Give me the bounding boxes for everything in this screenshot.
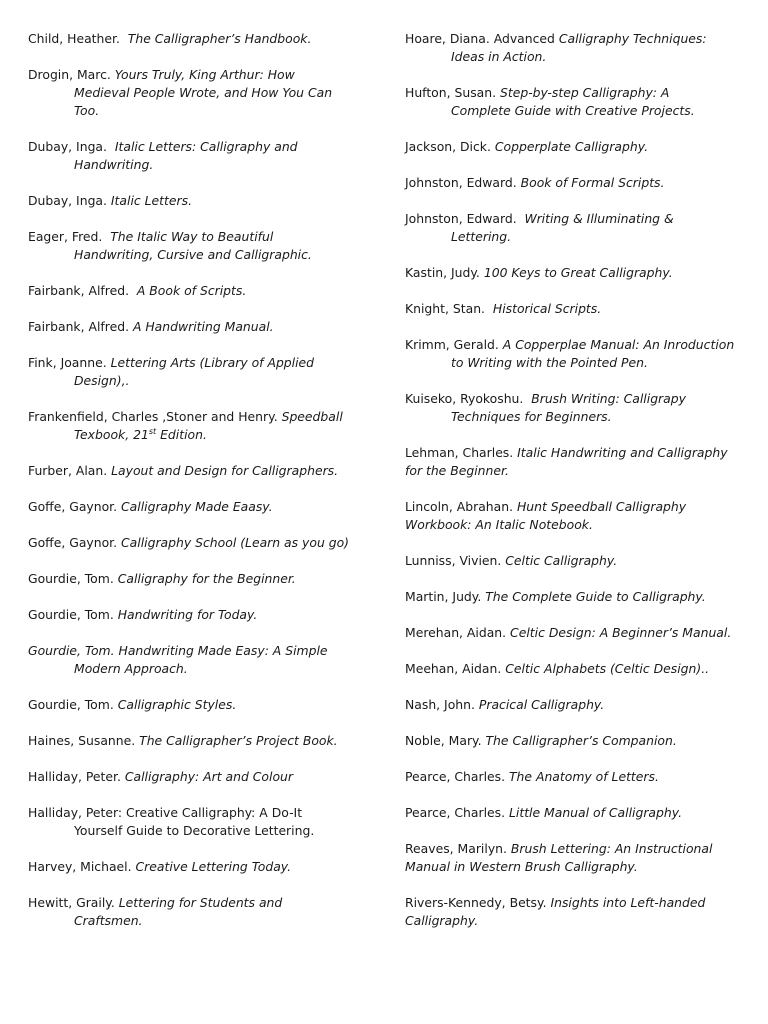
bibliography-entry [405,768,750,786]
entry-line [405,462,750,480]
entry-title: The Complete Guide to Calligraphy. [485,589,706,604]
entry-title: Italic Letters. [110,193,193,208]
bibliography-entry [28,858,373,876]
entry-title: Medieval People Wrote, and How You Can [74,85,333,100]
entry-superscript: st [148,426,157,436]
entry-author: Meehan, Aidan. [405,661,506,676]
entry-title: Design),. [74,373,130,388]
entry-author: Noble, Mary. [405,733,486,748]
entry-author: Knight, Stan. [405,301,493,316]
bibliography-entry [28,462,373,480]
entry-line [28,426,373,444]
bibliography-entry [405,264,750,282]
bibliography-entry [28,570,373,588]
entry-title: Little Manual of Calligraphy. [508,805,683,820]
entry-line [28,858,373,876]
entry-title: Calligraphy Techniques: [558,31,707,46]
entry-title: Handwriting, Cursive and Calligraphic. [74,247,312,262]
entry-line [405,138,750,156]
entry-line [405,894,750,912]
entry-title: A Handwriting Manual. [132,319,274,334]
entry-line [28,804,373,822]
entry-title: Copperplate Calligraphy. [494,139,649,154]
entry-title: The Italic Way to Beautiful [110,229,274,244]
entry-title: Texbook, 21 [74,427,149,442]
entry-author: Martin, Judy. [405,589,486,604]
entry-line [405,102,750,120]
entry-title: Ideas in Action. [451,49,547,64]
entry-line [28,156,373,174]
bibliography-entry [405,588,750,606]
entry-author: Goffe, Gaynor. [28,535,122,550]
entry-title: Hunt Speedball Calligraphy [516,499,687,514]
entry-title: The Calligrapher’s Handbook. [127,31,312,46]
entry-title: Handwriting. [74,157,154,172]
entry-author: Goffe, Gaynor. [28,499,122,514]
bibliography-entry [405,660,750,678]
entry-title: for the Beginner. [405,463,509,478]
entry-author: Halliday, Peter: Creative Calligraphy: A Do-It [28,805,303,820]
entry-title: Calligraphy. [405,913,479,928]
bibliography-entry [28,138,373,174]
entry-title-continued: Edition. [156,427,207,442]
entry-title: The Calligrapher’s Project Book. [139,733,338,748]
bibliography-entry [28,534,373,552]
entry-line [405,858,750,876]
entry-author: Child, Heather. [28,31,128,46]
entry-line [405,30,750,48]
entry-title: Italic Handwriting and Calligraphy [517,445,728,460]
entry-line [28,768,373,786]
entry-title: Book of Formal Scripts. [520,175,665,190]
entry-title: Step-by-step Calligraphy: A [499,85,670,100]
entry-title: Celtic Calligraphy. [505,553,618,568]
entry-title: The Anatomy of Letters. [508,769,659,784]
bibliography-entry [28,696,373,714]
entry-line [405,912,750,930]
bibliography-entry [28,498,373,516]
entry-title: to Writing with the Pointed Pen. [451,355,648,370]
entry-author: Lincoln, Abrahan. [405,499,517,514]
entry-author: Furber, Alan. [28,463,112,478]
bibliography-left-column [28,30,373,948]
entry-line [28,282,373,300]
entry-title: Handwriting for Today. [117,607,258,622]
entry-author: Gourdie, Tom. [28,643,119,658]
bibliography-entry [405,210,750,246]
entry-author: Johnston, Edward. [405,211,525,226]
entry-line [28,84,373,102]
entry-line [405,588,750,606]
entry-line [28,696,373,714]
entry-author: Eager, Fred. [28,229,111,244]
entry-author: Pearce, Charles. [405,805,509,820]
entry-author: Lehman, Charles. [405,445,518,460]
entry-title: Celtic Design: A Beginner’s Manual. [510,625,732,640]
entry-title: Modern Approach. [74,661,188,676]
bibliography-entry [28,894,373,930]
entry-title: Brush Writing: Calligrapy [531,391,686,406]
entry-title: The Calligrapher’s Companion. [485,733,677,748]
bibliography-entry [28,768,373,786]
entry-line [28,660,373,678]
bibliography-entry [405,300,750,318]
bibliography-entry [405,732,750,750]
entry-author: Gourdie, Tom. [28,607,118,622]
entry-author: Drogin, Marc. [28,67,115,82]
entry-title: A Book of Scripts. [136,283,247,298]
entry-author: Pearce, Charles. [405,769,509,784]
entry-title: Writing & Illuminating & [524,211,674,226]
entry-line [405,840,750,858]
bibliography-entry [405,336,750,372]
bibliography-entry [405,804,750,822]
entry-title: Lettering for Students and [118,895,283,910]
entry-title: A Copperplae Manual: An Inroduction [502,337,735,352]
bibliography-entry [28,192,373,210]
entry-line [405,174,750,192]
entry-title: Workbook: An Italic Notebook. [405,517,593,532]
entry-line [405,804,750,822]
entry-author: Nash, John. [405,697,479,712]
bibliography-entry [405,84,750,120]
bibliography-entry [405,552,750,570]
entry-line [28,66,373,84]
bibliography-entry [405,624,750,642]
entry-author: Hoare, Diana. Advanced [405,31,559,46]
entry-line [28,30,373,48]
entry-author: Fink, Joanne. [28,355,111,370]
bibliography-entry [28,30,373,48]
entry-author: Fairbank, Alfred. [28,319,133,334]
entry-author: Merehan, Aidan. [405,625,511,640]
entry-title: Calligraphy for the Beginner. [117,571,296,586]
entry-author: Gourdie, Tom. [28,697,118,712]
entry-author: Yourself Guide to Decorative Lettering. [74,823,315,838]
entry-line [28,498,373,516]
bibliography-entry [28,318,373,336]
entry-line [28,822,373,840]
entry-title: Italic Letters: Calligraphy and [114,139,298,154]
bibliography-entry [405,894,750,930]
bibliography-entry [28,66,373,120]
entry-line [28,372,373,390]
entry-title: Historical Scripts. [492,301,602,316]
entry-line [28,912,373,930]
bibliography-entry [28,804,373,840]
entry-author: Gourdie, Tom. [28,571,118,586]
entry-line [405,336,750,354]
bibliography-entry [405,498,750,534]
bibliography-entry [405,390,750,426]
bibliography-entry [28,282,373,300]
entry-line [28,534,373,552]
bibliography-entry [405,696,750,714]
entry-line [28,246,373,264]
entry-line [405,516,750,534]
entry-author: Jackson, Dick. [405,139,495,154]
entry-title: Calligraphy: Art and Colour [124,769,293,784]
bibliography-entry [405,30,750,66]
entry-title: Creative Lettering Today. [135,859,292,874]
bibliography-entry [405,174,750,192]
entry-author: Krimm, Gerald. [405,337,503,352]
entry-title: Brush Lettering: An Instructional [510,841,713,856]
entry-line [405,354,750,372]
entry-line [28,732,373,750]
entry-line [405,210,750,228]
entry-title: Calligraphy Made Eaasy. [121,499,273,514]
entry-line [28,894,373,912]
entry-author: Kuiseko, Ryokoshu. [405,391,532,406]
entry-author: Fairbank, Alfred. [28,283,137,298]
entry-author: Lunniss, Vivien. [405,553,506,568]
entry-line [405,408,750,426]
entry-title: Lettering Arts (Library of Applied [110,355,315,370]
entry-author: Harvey, Michael. [28,859,136,874]
entry-line [405,84,750,102]
entry-title: Calligraphic Styles. [117,697,237,712]
entry-line [28,192,373,210]
entry-line [28,354,373,372]
entry-title: Yours Truly, King Arthur: How [114,67,295,82]
bibliography-entry [405,444,750,480]
entry-title: Techniques for Beginners. [451,409,612,424]
entry-title: Celtic Alphabets (Celtic Design).. [505,661,710,676]
entry-title: Speedball [281,409,343,424]
entry-author: Rivers-Kennedy, Betsy. [405,895,551,910]
entry-title: Lettering. [451,229,512,244]
entry-title: Handwriting Made Easy: A Simple [118,643,328,658]
entry-line [405,444,750,462]
bibliography-entry [28,408,373,444]
entry-line [405,696,750,714]
entry-author: Dubay, Inga. [28,139,115,154]
entry-line [405,498,750,516]
entry-line [405,228,750,246]
entry-title: Layout and Design for Calligraphers. [111,463,339,478]
bibliography-entry [405,138,750,156]
entry-line [405,732,750,750]
entry-line [28,642,373,660]
entry-line [405,552,750,570]
entry-line [28,606,373,624]
entry-author: Haines, Susanne. [28,733,140,748]
entry-title: Complete Guide with Creative Projects. [451,103,695,118]
entry-author: Kastin, Judy. [405,265,484,280]
entry-author: Frankenfield, Charles ,Stoner and Henry. [28,409,282,424]
entry-line [28,462,373,480]
entry-title: Too. [74,103,100,118]
entry-title: 100 Keys to Great Calligraphy. [483,265,673,280]
entry-line [28,570,373,588]
bibliography-entry [28,228,373,264]
bibliography-entry [28,354,373,390]
entry-author: Hufton, Susan. [405,85,500,100]
bibliography-right-column [405,30,750,948]
entry-title: Calligraphy School (Learn as you go) [121,535,350,550]
entry-line [28,408,373,426]
entry-line [405,390,750,408]
bibliography-entry [28,732,373,750]
entry-author: Reaves, Marilyn. [405,841,511,856]
entry-line [28,228,373,246]
bibliography-entry [28,642,373,678]
entry-line [405,768,750,786]
entry-line [28,318,373,336]
entry-author: Dubay, Inga. [28,193,111,208]
entry-title: Pracical Calligraphy. [478,697,605,712]
entry-author: Hewitt, Graily. [28,895,119,910]
entry-author: Johnston, Edward. [405,175,521,190]
entry-title: Manual in Western Brush Calligraphy. [405,859,638,874]
entry-line [405,300,750,318]
entry-line [28,138,373,156]
entry-title: Craftsmen. [74,913,143,928]
entry-line [405,624,750,642]
entry-line [405,264,750,282]
entry-author: Halliday, Peter. [28,769,125,784]
bibliography-entry [405,840,750,876]
entry-title: Insights into Left-handed [550,895,706,910]
entry-line [28,102,373,120]
entry-line [405,48,750,66]
entry-line [405,660,750,678]
bibliography-entry [28,606,373,624]
